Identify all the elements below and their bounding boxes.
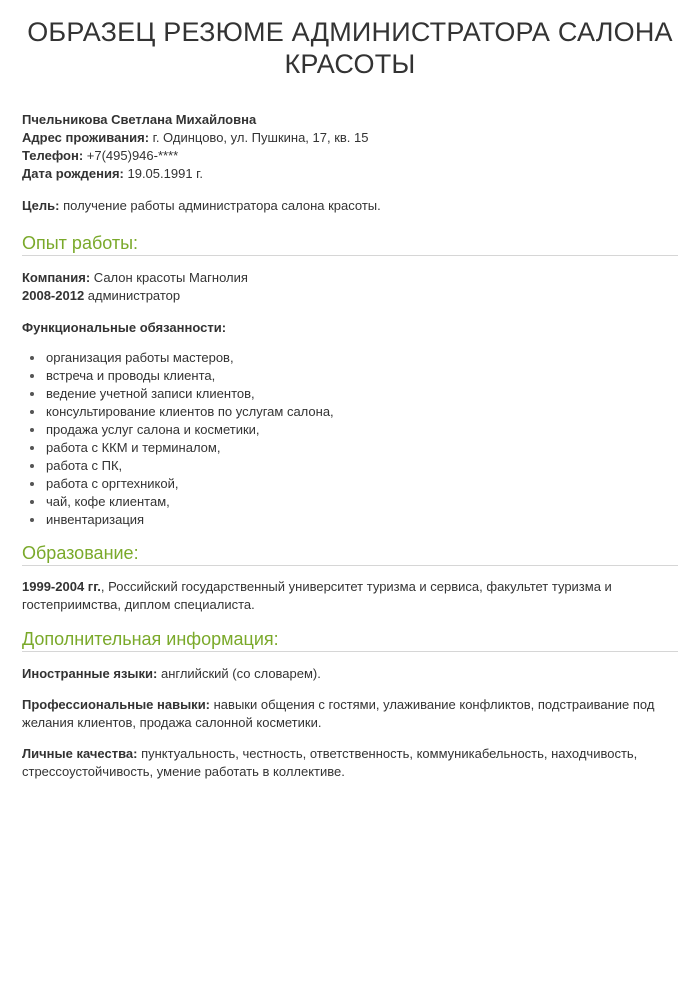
skills-value: навыки общения с гостями, улаживание конфликтов, подстраивание под желания клиентов, продажа салонной косметики. xyxy=(22,697,655,730)
list-item: консультирование клиентов по услугам салона, xyxy=(46,403,678,421)
company-line xyxy=(22,269,678,287)
list-item: встреча и проводы клиента, xyxy=(46,367,678,385)
period-line xyxy=(22,287,678,305)
qualities-label: Личные качества: xyxy=(22,746,138,761)
page-title: ОБРАЗЕЦ РЕЗЮМЕ АДМИНИСТРАТОРА САЛОНА КРАСОТЫ xyxy=(27,17,673,79)
phone-line xyxy=(22,147,678,165)
languages-line xyxy=(22,665,678,683)
phone-value: +7(495)946-**** xyxy=(83,148,179,163)
work-period: 2008-2012 xyxy=(22,288,85,303)
languages-label: Иностранные языки: xyxy=(22,666,158,681)
qualities-line xyxy=(22,745,678,781)
list-item: работа с оргтехникой, xyxy=(46,475,678,493)
birth-date-line xyxy=(22,165,678,183)
languages-value: английский (со словарем). xyxy=(157,666,321,681)
full-name: Пчельникова Светлана Михайловна xyxy=(22,112,257,127)
education-description: , Российский государственный университет туризма и сервиса, факультет туризма и гостеприимства, диплом специалиста. xyxy=(22,579,612,612)
list-item: работа с ККМ и терминалом, xyxy=(46,439,678,457)
company-value: Салон красоты Магнолия xyxy=(90,270,248,285)
section-title-education: Образование: xyxy=(22,542,678,566)
skills-label: Профессиональные навыки: xyxy=(22,697,211,712)
birth-date-value: 19.05.1991 г. xyxy=(123,166,203,181)
address-value: г. Одинцово, ул. Пушкина, 17, кв. 15 xyxy=(149,130,369,145)
list-item: ведение учетной записи клиентов, xyxy=(46,385,678,403)
education-period: 1999-2004 гг. xyxy=(22,579,101,594)
phone-label: Телефон: xyxy=(22,148,84,163)
skills-line xyxy=(22,696,678,732)
birth-date-label: Дата рождения: xyxy=(22,166,124,181)
resume-page xyxy=(0,16,700,1006)
list-item: инвентаризация xyxy=(46,511,678,529)
section-title-experience: Опыт работы: xyxy=(22,232,678,256)
education-text xyxy=(22,578,678,614)
section-title-additional: Дополнительная информация: xyxy=(22,628,678,652)
address-line xyxy=(22,129,678,147)
goal-label: Цель: xyxy=(22,198,60,213)
list-item: чай, кофе клиентам, xyxy=(46,493,678,511)
list-item: организация работы мастеров, xyxy=(46,349,678,367)
list-item: продажа услуг салона и косметики, xyxy=(46,421,678,439)
experience-company xyxy=(22,269,678,305)
duties-list xyxy=(22,349,678,529)
list-item: работа с ПК, xyxy=(46,457,678,475)
goal-value: получение работы администратора салона красоты. xyxy=(59,198,381,213)
company-label: Компания: xyxy=(22,270,91,285)
duties-label: Функциональные обязанности: xyxy=(22,320,227,335)
personal-info xyxy=(22,111,678,183)
qualities-value: пунктуальность, честность, ответственность, коммуникабельность, находчивость, стрессоустойчивость, умение работать в коллективе. xyxy=(22,746,638,779)
work-position: администратор xyxy=(84,288,181,303)
goal-line xyxy=(22,197,678,215)
address-label: Адрес проживания: xyxy=(22,130,150,145)
